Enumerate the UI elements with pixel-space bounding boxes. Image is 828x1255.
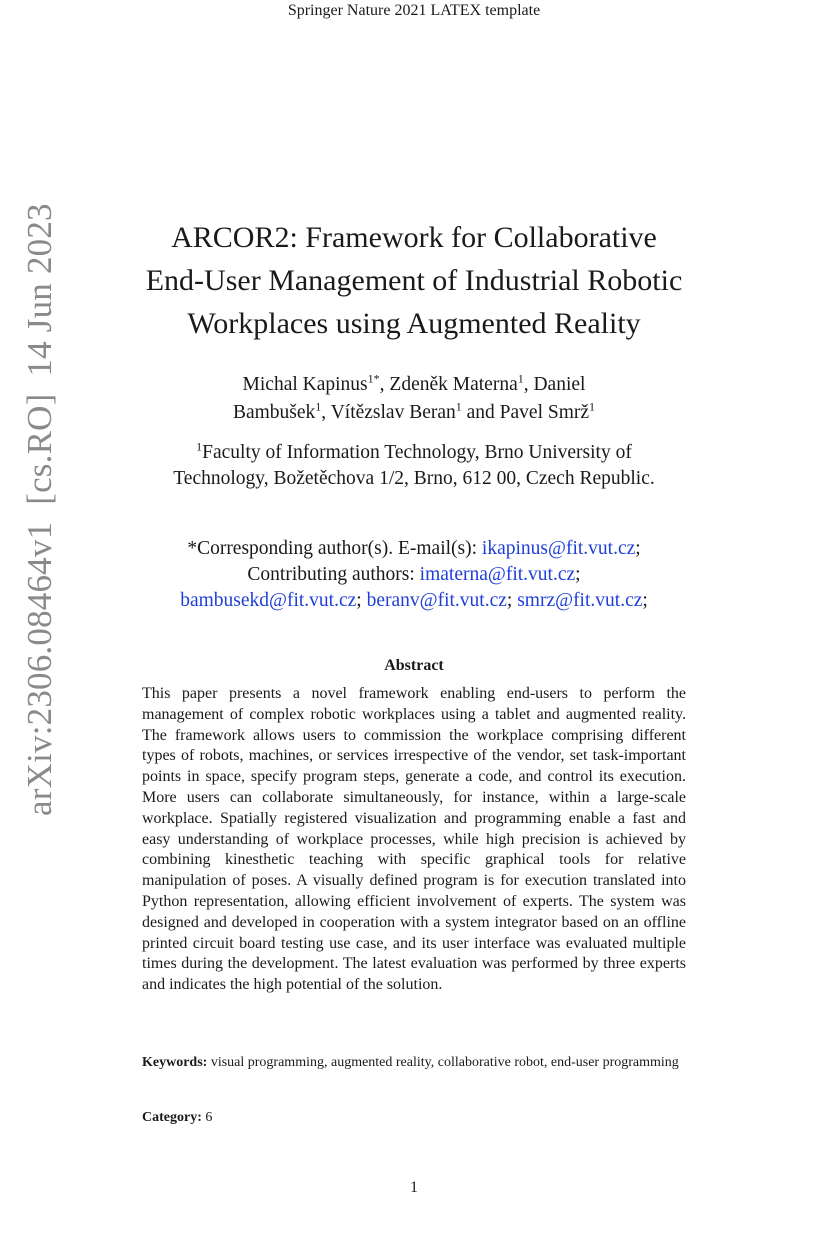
keywords-label: Keywords: xyxy=(142,1055,208,1070)
contributing-prefix: Contributing authors: xyxy=(247,564,420,585)
author-line-2 xyxy=(120,399,708,427)
contributing-line xyxy=(100,562,728,588)
author-affil-mark: 1 xyxy=(517,371,524,386)
contributing-email-link[interactable]: imaterna@fit.vut.cz xyxy=(419,564,576,585)
author-name: Pavel Smrž xyxy=(499,402,590,423)
corresponding-line xyxy=(100,536,728,562)
keywords-text: visual programming, augmented reality, collaborative robot, end-user programming xyxy=(207,1055,679,1070)
affiliation-mark: 1 xyxy=(196,439,203,454)
contributing-email-link[interactable]: bambusekd@fit.vut.cz xyxy=(180,590,357,611)
author-separator: and xyxy=(461,402,500,423)
email-separator: ; xyxy=(506,590,518,611)
author-separator: , xyxy=(379,374,390,395)
arxiv-category: [cs.RO] xyxy=(20,393,59,505)
author-name: Michal Kapinus xyxy=(242,374,368,395)
affiliation-line-1 xyxy=(100,440,728,466)
arxiv-stamp xyxy=(20,166,60,816)
category xyxy=(142,1109,686,1127)
title-line: Workplaces using Augmented Reality xyxy=(187,307,641,340)
author-affil-mark: 1 xyxy=(455,399,462,414)
running-header: Springer Nature 2021 LATEX template xyxy=(287,2,541,19)
author-affil-mark: 1* xyxy=(367,371,380,386)
author-affil-mark: 1 xyxy=(589,399,596,414)
author-name: Zdeněk Materna xyxy=(389,374,518,395)
author-list xyxy=(120,371,708,427)
contributing-line xyxy=(100,588,728,614)
paper-title xyxy=(90,216,738,345)
category-value: 6 xyxy=(201,1110,213,1125)
contributing-email-link[interactable]: beranv@fit.vut.cz xyxy=(366,590,507,611)
author-line-1 xyxy=(120,371,708,399)
author-separator: , xyxy=(321,402,331,423)
email-separator: ; xyxy=(642,590,648,611)
author-separator: , xyxy=(523,374,534,395)
author-name-first: Daniel xyxy=(533,374,586,395)
abstract-heading: Abstract xyxy=(384,657,444,674)
abstract-text: This paper presents a novel framework enabling end-users to perform the management of complex robotic workplaces using a tablet and augmented reality. The framework allows users to commission the workplace comprising different types of robots, machines, or services irrespective of the vendor, set task-important points in space, specify program steps, generate a code, and control its execution. More users can collaborate simultaneously, for instance, within a large-scale workplace. Spatially registered visualization and programming enable a fast and easy understanding of workplace processes, while high precision is achieved by combining kinesthetic teaching with specific graphical tools for relative manipulation of poses. A visually defined program is for execution translated into Python representation, allowing efficient involvement of experts. The system was designed and developed in cooperation with a system integrator based on an offline printed circuit board testing use case, and its user interface was evaluated multiple times during the development. The latest evaluation was performed by three experts and indicates the high potential of the solution. xyxy=(142,685,686,994)
email-separator: ; xyxy=(575,564,581,585)
author-affil-mark: 1 xyxy=(315,399,322,414)
title-line: End-User Management of Industrial Robotic xyxy=(145,264,683,297)
category-label: Category: xyxy=(142,1110,202,1125)
keywords xyxy=(142,1054,686,1072)
correspondence-block xyxy=(100,536,728,614)
page-number: 1 xyxy=(410,1179,418,1196)
affiliation xyxy=(100,440,728,492)
title-line: ARCOR2: Framework for Collaborative xyxy=(171,221,657,254)
email-separator: ; xyxy=(635,538,641,559)
contributing-email-link[interactable]: smrz@fit.vut.cz xyxy=(517,590,643,611)
arxiv-id[interactable]: arXiv:2306.08464v1 xyxy=(20,521,59,816)
author-name: Vítězslav Beran xyxy=(330,402,456,423)
author-name-last: Bambušek xyxy=(232,402,316,423)
corresponding-prefix: *Corresponding author(s). E-mail(s): xyxy=(187,538,482,559)
email-separator: ; xyxy=(356,590,367,611)
corresponding-email-link[interactable]: ikapinus@fit.vut.cz xyxy=(481,538,636,559)
arxiv-date: 14 Jun 2023 xyxy=(20,203,59,377)
affiliation-text: Faculty of Information Technology, Brno University of xyxy=(202,442,632,463)
affiliation-line-2: Technology, Božetěchova 1/2, Brno, 612 00, Czech Republic. xyxy=(173,468,655,489)
